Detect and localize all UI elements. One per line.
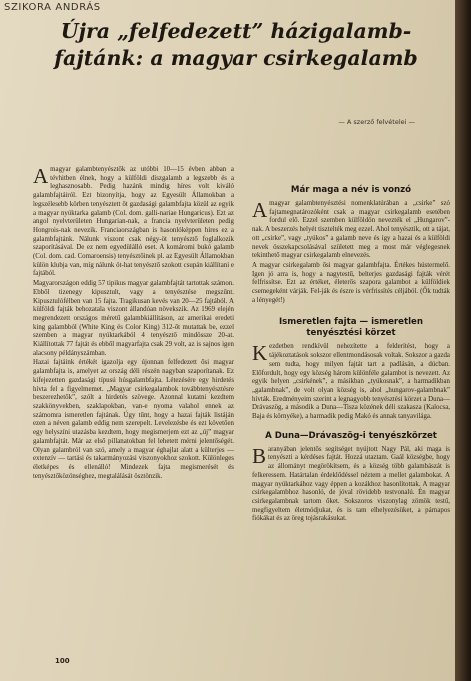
photo-credit: — A szerző felvételei — — [338, 118, 415, 126]
drop-cap: A — [252, 198, 268, 222]
paragraph-text: aranyában jelentős segítséget nyújtott Nagy Pál, aki maga is tenyészti a kérdéses fajtát. Hozzá utaztam. Gaál községbe, hogy az állományt megörökítsem, és a község több galambászát is felkeressem. Határtalan érdeklődéssel néztem a mellet galambokat. A magyar nyúktarkához vagy éppen a kozákhoz hasonlítottak. A magyar csirkegalambhoz hasonló, de jóval rövidebb testvonalú. Én magyar csirkegalambnak tartom őket. Sokszoros viszonylag zömök testű, megfigyeltem életmódjukat, és is tam elhelyezésüket, a párnapos fiókákat és az öreg tojásrakásukat. — [252, 445, 450, 523]
paragraph-text: Magyarországon eddig 57 tipikus magyar galambfajtát tartottak számon. Ebből tizenegy kipusztult, vagy a tenyésztése megszűnt. Kipusztulófélben van 15 fajta. Tragikusan kevés van 20—25 fajtából. A külföldi fajták behozatala viszont állandóan növekszik. Az 1969 elején megrendezett országos méretű galambkiállításon, az amerikai eredeti king galambból (White King és Color King) 312-őt mutattak be, ezzel szemben a magyar nyúktarkából 4 tenyésztő mindössze 20-at. Kiállítottak 77 fajtát és ebből magyarfajta csak 29 volt, az is sajnos igen alacsony példányszámban. — [33, 280, 234, 357]
section-heading: A Duna—Drávaszög-i tenyészkörzet — [265, 430, 437, 441]
body-paragraph — [33, 166, 234, 279]
body-paragraph — [252, 343, 450, 421]
drop-cap: K — [252, 341, 268, 366]
spacer — [252, 423, 450, 431]
body-paragraph — [252, 262, 450, 306]
right-column — [252, 185, 450, 525]
drop-cap: B — [252, 443, 267, 468]
paragraph-text: ezdetben rendkívül nehezítette a felderítést, hogy a tájékoztatások sokszor ellentmondásosak voltak. Sokszor a gazda sem tudta, hogy milyen fajtát tart a padlásán, a dúcban. Előfordult, hogy egy község három különféle galambot is nevezett. Az egyik helyen „csirkének”, a másikban „tyúkosnak”, a harmadikban „galambnak”, de volt olyan község is, ahol „hungarov-galambnak” hívták. Eredményeim szerint a legnagyobb tenyésztési körzet a Duna—Drávaszög, a második a Duna—Tisza közének déli szakasza (Kalocsa, Baja és környéke), a harmadik pedig Makó és annak tanyavilága. — [252, 343, 450, 421]
drop-cap: A — [33, 164, 49, 188]
body-paragraph — [33, 359, 234, 481]
book-edge — [455, 0, 471, 681]
paragraph-text: Hazai fajtáink értékét igazolja egy újonnan felfedezett ősi magyar galambfajta is, amelyet az ország déli részén nagyban szaporítanak. Ez kifejezetten gazdasági típusú húsgalambfajta. Létezésére egy hirdetés hívta fel a figyelmemet. „Magyar csirkegalambok továbbtenyésztésre beszerezhetők”, szólt a hirdetés szövege. Azonnal kutatni kezdtem szakkönyvekben, szaklapokban, van-e nyoma valahol ennek az számomra ismeretlen fajtának. Úgy tűnt, hogy a hazai fajták listáján ezen a néven galamb eddig nem szerepelt. Levelezésbe és ezt követően egy helyszíni utazásba kezdtem, hogy megismerjem ezt az „új” magyar galambfajtát. Már az első pillanatokban fel lehetett mérni jelentőségét. Olyan galambról van szó, amely a magyar éghajlat alatt a külterjes — extenzív — tartási és takarmányozási viszonyokhoz szokott. Különleges életképes és ellenálló! Mindezek fajta megismerését és tenyésztőközönséghez, megtalálását ösztönzik. — [33, 359, 234, 480]
article-title: Újra „felfedezett” házigalamb-fajtánk: a magyar csirkegalamb — [54, 19, 418, 70]
author-name: SZIKORA ANDRÁS — [4, 2, 101, 13]
body-paragraph — [252, 200, 450, 261]
body-paragraph — [252, 443, 450, 524]
paragraph-text: A magyar csirkegalamb ősi magyar galambfajta. Értékes hústermelő. Igen jó arra is, hogy a nagytestű, belterjes gazdasági fajták vérét felfrissítse. Ezt az értéket, életerős szapora galambot a külföldiek csemegeként várják. Fel-ják és észre is vérfrissítés céljából. (Ők tudták a lényegét!) — [252, 261, 450, 304]
spacer — [252, 306, 450, 317]
section-heading: Már maga a név is vonzó — [290, 185, 412, 195]
paragraph-text: magyar galambtenyésztők az utóbbi 10—15 évben abban a tévhitben élnek, hogy a külföldi díszgalamb a legszebb és a leghasznosabb. Pedig hazánk mindig híres volt kiváló galambfajtáiról. Ezt bizonyítja, hogy az Egyesült Államokban a legszélesebb körben tenyésztett őt gazdasági galambfajta közül az egyik a magyar nyúktarka galamb (Col. dom. galli-nariae Hungaricus). Ezt az angol nyelvterületen Hungarian-nak, a francia nyelvterületen pedig Hongrois-nak nevezik. Franciaországban is hasonlóképpen híres ez a galambfajtánk. Nálunk viszont csak négy-öt tenyésztő foglalkozik szaporításával. De ez nem egyedülálló eset. A komáromi bukó galamb (Col. dom. cad. Comaroensis) tenyésztőinek pl. az Egyesült Államokban külön klubja van, míg nálunk öt-hat tenyésztő szokott csupán kiállítani e fajtából. — [33, 166, 234, 278]
section-heading: Ismeretlen fajta — ismeretlen tenyésztési körzet — [278, 317, 424, 339]
page-number: 100 — [55, 657, 70, 665]
body-paragraph — [33, 280, 234, 358]
paragraph-text: magyar galambtenyésztési nomenklatúrában a „csirke” szó fajtamegnatározóként csak a magyar csirkegalamb esetében fordul elő. Ezzel szemben külföldön nevezték el „Hungarov”-nak. A beszerzés helyét tisztelték meg ezzel. Ahol tenyésztik, ott a tájat, ott „csirke”, vagy „tyúkos” a galamb neve és így a hazai és a külföldi nevek összekapcsolásával született meg a most már véglegesnek tekinthető magyar csirkegalamb elnevezés. — [252, 200, 450, 260]
left-column — [33, 166, 234, 482]
